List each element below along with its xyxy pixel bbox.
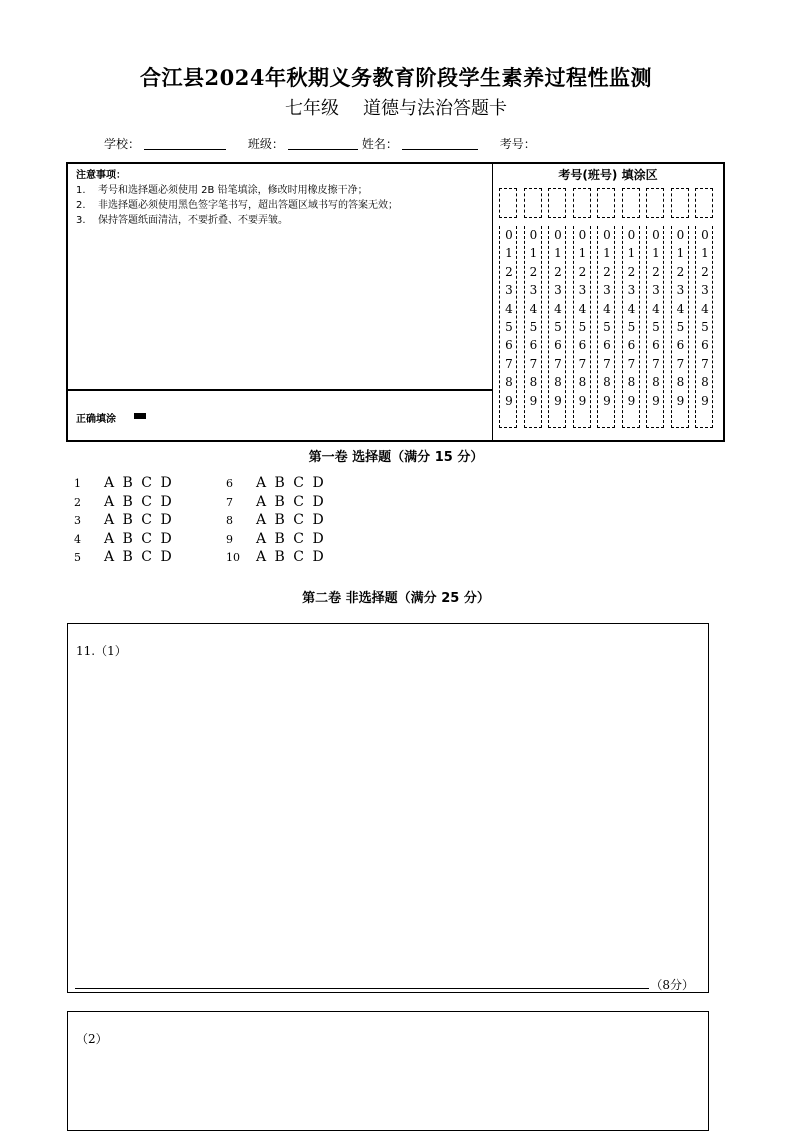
id-digit-bubble[interactable]: 0 [701, 228, 709, 242]
answer-options[interactable]: A B C D [104, 493, 174, 510]
notes-heading: 注意事项： [76, 170, 126, 181]
id-digit-bubble[interactable]: 5 [505, 320, 513, 334]
score-label: （8分） [650, 978, 694, 992]
note-item: 1. 考号和选择题必须使用 2B 铅笔填涂，修改时用橡皮擦干净； [76, 185, 368, 196]
answer-box-q11-2[interactable] [67, 1011, 709, 1131]
answer-options[interactable]: A B C D [104, 512, 174, 529]
id-digit-bubble[interactable]: 1 [603, 246, 611, 261]
id-digit-bubble[interactable]: 2 [603, 264, 611, 279]
id-digit-bubble[interactable]: 8 [603, 375, 611, 390]
id-digit-bubble[interactable]: 3 [529, 283, 538, 298]
id-digit-bubble[interactable]: 6 [505, 338, 513, 353]
id-digit-bubble[interactable]: 1 [676, 246, 685, 261]
id-digit-bubble[interactable]: 6 [627, 338, 636, 353]
id-digit-bubble[interactable]: 7 [701, 356, 709, 371]
question-label: （2） [76, 1032, 108, 1046]
id-digit-column [646, 226, 664, 428]
notes-panel [68, 164, 493, 391]
section1-title: 第一卷 选择题（满分 15 分） [308, 450, 484, 465]
answer-options[interactable]: A B C D [104, 475, 174, 491]
id-area-title: 考号(班号) 填涂区 [558, 168, 658, 182]
choice-question [226, 512, 326, 528]
answer-options[interactable]: A B C D [256, 530, 326, 547]
id-digit-bubble[interactable]: 0 [529, 228, 538, 242]
id-digit-bubble[interactable]: 2 [578, 264, 587, 279]
id-digit-bubble[interactable]: 2 [554, 264, 562, 279]
id-digit-bubble[interactable]: 3 [578, 283, 587, 298]
sheet-title: 合江县2024年秋期义务教育阶段学生素养过程性监测 [140, 65, 652, 90]
id-digit-bubble[interactable]: 1 [578, 246, 587, 261]
choice-question [226, 475, 326, 491]
id-bubble-grid [499, 188, 717, 428]
question-number: 1 [74, 477, 81, 490]
id-digit-bubble[interactable]: 9 [627, 393, 636, 408]
id-digit-column [622, 226, 640, 428]
id-digit-bubble[interactable]: 0 [505, 228, 513, 242]
id-digit-column [499, 226, 517, 428]
id-digit-column [548, 226, 566, 428]
id-digit-bubble[interactable]: 3 [627, 283, 636, 298]
id-digit-bubble[interactable]: 7 [505, 356, 513, 371]
id-column [524, 188, 542, 428]
id-column [573, 188, 591, 428]
id-column [646, 188, 664, 428]
id-digit-bubble[interactable]: 5 [603, 320, 611, 334]
id-digit-bubble[interactable]: 2 [529, 264, 538, 279]
id-digit-bubble[interactable]: 8 [578, 375, 587, 390]
id-digit-bubble[interactable]: 4 [652, 301, 660, 316]
id-digit-bubble[interactable]: 7 [578, 356, 587, 371]
id-digit-bubble[interactable]: 9 [603, 393, 611, 408]
id-digit-bubble[interactable]: 4 [701, 301, 709, 316]
id-digit-bubble[interactable]: 0 [578, 228, 587, 242]
id-digit-bubble[interactable]: 6 [554, 338, 562, 353]
id-digit-bubble[interactable]: 4 [529, 301, 538, 316]
id-digit-bubble[interactable]: 8 [529, 375, 538, 390]
answer-options[interactable]: A B C D [104, 530, 174, 547]
id-digit-bubble[interactable]: 8 [505, 375, 513, 390]
id-write-box[interactable] [548, 188, 566, 218]
id-digit-bubble[interactable]: 3 [554, 283, 562, 298]
id-digit-bubble[interactable]: 2 [676, 264, 685, 279]
id-digit-bubble[interactable]: 3 [676, 283, 685, 298]
id-digit-bubble[interactable]: 4 [578, 301, 587, 316]
id-digit-bubble[interactable]: 6 [578, 338, 587, 353]
filled-mark-icon [134, 413, 146, 419]
note-item: 2. 非选择题必须使用黑色签字笔书写，超出答题区域书写的答案无效； [76, 200, 398, 211]
choice-question [74, 531, 174, 547]
id-digit-bubble[interactable]: 0 [554, 228, 562, 242]
id-column [548, 188, 566, 428]
id-digit-bubble[interactable]: 4 [505, 301, 513, 316]
id-digit-bubble[interactable]: 5 [676, 320, 685, 334]
correct-fill-label: 正确填涂 [76, 414, 116, 425]
id-digit-bubble[interactable]: 5 [627, 320, 636, 334]
id-write-box[interactable] [573, 188, 591, 218]
class-label: 班级： [247, 137, 284, 151]
id-digit-bubble[interactable]: 4 [554, 301, 562, 316]
question-number: 5 [74, 551, 81, 565]
note-item: 3. 保持答题纸面清洁，不要折叠、不要弄皱。 [76, 215, 288, 226]
student-info-line [104, 135, 540, 152]
id-digit-bubble[interactable]: 1 [701, 246, 709, 261]
id-write-box[interactable] [622, 188, 640, 218]
id-digit-bubble[interactable]: 8 [676, 375, 685, 390]
choice-question [74, 549, 174, 565]
id-digit-bubble[interactable]: 1 [529, 246, 538, 261]
question-number: 3 [74, 514, 81, 528]
id-digit-bubble[interactable]: 0 [652, 228, 660, 242]
id-digit-bubble[interactable]: 6 [652, 338, 660, 353]
id-digit-bubble[interactable]: 8 [701, 375, 709, 390]
id-digit-bubble[interactable]: 5 [701, 320, 709, 334]
name-label: 姓名： [361, 137, 398, 151]
question-number: 8 [226, 514, 233, 528]
id-digit-bubble[interactable]: 1 [554, 246, 562, 261]
id-digit-bubble[interactable]: 5 [529, 320, 538, 334]
id-digit-bubble[interactable]: 5 [578, 320, 587, 334]
answer-options[interactable]: A B C D [256, 493, 326, 510]
id-digit-bubble[interactable]: 7 [554, 356, 562, 371]
id-digit-bubble[interactable]: 3 [701, 283, 709, 298]
id-write-box[interactable] [671, 188, 689, 218]
id-digit-bubble[interactable]: 7 [603, 356, 611, 371]
id-digit-bubble[interactable]: 6 [529, 338, 538, 353]
id-write-box[interactable] [499, 188, 517, 218]
answer-line [75, 988, 649, 989]
id-digit-column [671, 226, 689, 428]
id-digit-bubble[interactable]: 7 [652, 356, 660, 371]
id-digit-bubble[interactable]: 8 [627, 375, 636, 390]
id-digit-bubble[interactable]: 3 [652, 283, 660, 298]
id-digit-bubble[interactable]: 9 [652, 393, 660, 408]
id-digit-bubble[interactable]: 1 [652, 246, 660, 261]
id-digit-bubble[interactable]: 8 [554, 375, 562, 390]
class-field[interactable] [288, 137, 358, 150]
id-write-box[interactable] [695, 188, 713, 218]
id-digit-bubble[interactable]: 5 [652, 320, 660, 334]
id-digit-bubble[interactable]: 5 [554, 320, 562, 334]
school-field[interactable] [144, 137, 226, 150]
id-digit-bubble[interactable]: 3 [603, 283, 611, 298]
choice-question [226, 549, 326, 565]
id-digit-bubble[interactable]: 4 [676, 301, 685, 316]
name-field[interactable] [402, 137, 478, 150]
id-digit-bubble[interactable]: 8 [652, 375, 660, 390]
id-digit-bubble[interactable]: 9 [505, 393, 513, 408]
id-digit-bubble[interactable]: 2 [505, 264, 513, 279]
id-digit-bubble[interactable]: 7 [529, 356, 538, 371]
question-number: 10 [226, 551, 240, 565]
id-digit-bubble[interactable]: 1 [505, 246, 513, 261]
question-number: 6 [226, 477, 233, 490]
choice-question [226, 531, 326, 547]
id-digit-bubble[interactable]: 3 [505, 283, 513, 298]
id-digit-bubble[interactable]: 1 [627, 246, 636, 261]
answer-options[interactable]: A B C D [104, 549, 174, 566]
question-number: 7 [226, 495, 233, 509]
id-digit-bubble[interactable]: 2 [652, 264, 660, 279]
id-write-box[interactable] [646, 188, 664, 218]
school-label: 学校： [104, 137, 141, 151]
question-number: 9 [226, 532, 233, 546]
id-column [499, 188, 517, 428]
subject-label: 道德与法治答题卡 [363, 98, 507, 119]
answer-options[interactable]: A B C D [256, 512, 326, 529]
id-column [597, 188, 615, 428]
id-digit-bubble[interactable]: 9 [701, 393, 709, 408]
id-digit-bubble[interactable]: 2 [627, 264, 636, 279]
id-digit-column [524, 226, 542, 428]
correct-fill-example [68, 391, 493, 440]
header-box [66, 162, 725, 442]
id-digit-bubble[interactable]: 9 [676, 393, 685, 408]
id-digit-column [695, 226, 713, 428]
id-column [622, 188, 640, 428]
id-digit-bubble[interactable]: 7 [627, 356, 636, 371]
id-digit-bubble[interactable]: 7 [676, 356, 685, 371]
exam-no-label: 考号： [499, 137, 536, 151]
id-digit-bubble[interactable]: 4 [627, 301, 636, 316]
id-digit-bubble[interactable]: 4 [603, 301, 611, 316]
id-column [671, 188, 689, 428]
choice-question [74, 494, 174, 510]
answer-options[interactable]: A B C D [256, 475, 326, 491]
grade-label: 七年级 [285, 98, 339, 119]
exam-id-fill-area [493, 164, 723, 440]
id-digit-bubble[interactable]: 9 [529, 393, 538, 408]
id-digit-bubble[interactable]: 0 [627, 228, 636, 242]
id-digit-bubble[interactable]: 2 [701, 264, 709, 279]
choice-question [74, 475, 174, 491]
id-digit-bubble[interactable]: 6 [701, 338, 709, 353]
section2-title: 第二卷 非选择题（满分 25 分） [302, 591, 490, 606]
id-write-box[interactable] [597, 188, 615, 218]
sheet-subtitle [0, 94, 792, 120]
question-number: 4 [74, 532, 81, 546]
answer-box-q11-1[interactable] [67, 623, 709, 993]
id-digit-bubble[interactable]: 9 [578, 393, 587, 408]
id-digit-bubble[interactable]: 9 [554, 393, 562, 408]
id-column [695, 188, 713, 428]
question-label: 11.（1） [76, 644, 127, 658]
choice-question [226, 494, 326, 510]
question-number: 2 [74, 495, 81, 509]
id-digit-bubble[interactable]: 0 [603, 228, 611, 242]
id-write-box[interactable] [524, 188, 542, 218]
choice-question [74, 512, 174, 528]
id-digit-column [597, 226, 615, 428]
id-digit-bubble[interactable]: 6 [676, 338, 685, 353]
id-digit-bubble[interactable]: 6 [603, 338, 611, 353]
answer-options[interactable]: A B C D [256, 549, 326, 566]
id-digit-bubble[interactable]: 0 [676, 228, 685, 242]
id-digit-column [573, 226, 591, 428]
